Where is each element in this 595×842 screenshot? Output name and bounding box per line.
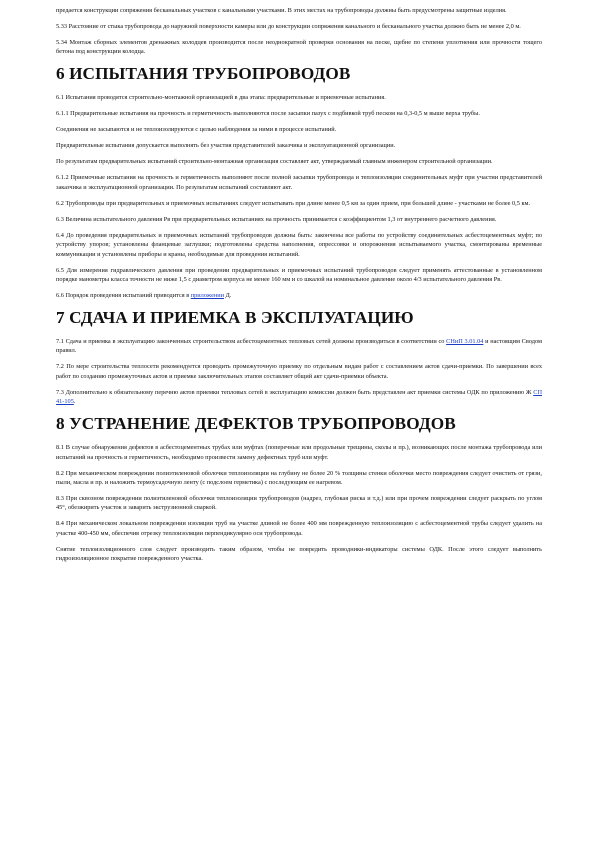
paragraph-7-1 [56, 337, 542, 356]
section-heading-6: 6 ИСПЫТАНИЯ ТРУБОПРОВОДОВ [56, 64, 351, 84]
paragraph-preliminary-results: По результатам предварительных испытаний строительно-монтажная организация составляет акт, утверждаемый главным инженером строительной организации. [56, 158, 493, 166]
section-heading-7: 7 СДАЧА И ПРИЕМКА В ЭКСПЛУАТАЦИЮ [56, 308, 414, 328]
paragraph-7-3-text: 7.3 Дополнительно к обязательному перечню актов приемки тепловых сетей в эксплуатацию комиссии должен быть представлен акт приемки системы ОДК по приложению Ж [56, 388, 534, 396]
paragraph-odk-note: Снятие теплоизоляционного слоя следует производить таким образом, чтобы не повредить проводники-индикаторы системы ОДК. После этого следует выполнить гидроизоляционное покрытие поврежденного участка. [56, 545, 542, 563]
appendix-d-link[interactable]: приложении [190, 292, 224, 300]
paragraph-joints-note: Соединения не засыпаются и не теплоизолируются с целью наблюдения за ними в процессе испытаний. [56, 126, 337, 134]
paragraph-7-1-text: 7.1 Сдача и приемка в эксплуатацию законченных строительством асбестоцементных тепловых сетей должны производиться в соответствии со [56, 338, 447, 346]
paragraph-7-3 [56, 388, 542, 407]
paragraph-5-33: 5.33 Расстояние от стыка трубопровода до наружной поверхности камеры или до конструкции сопряжения канального и бесканального участка должно быть не менее 2,0 м. [56, 23, 521, 30]
paragraph-6-2: 6.2 Трубопроводы при предварительных и приемочных испытаниях следует испытывать при длине менее 0,5 км за один прием, при большей длине - участками не более 0,5 км. [56, 199, 531, 207]
paragraph-6-5: 6.5 Для измерения гидравлического давления при проведении предварительных и приемочных испытаний трубопроводов следует применять аттестованные в установленном порядке манометры класса точности не ниже 1,5 с диаметром корпуса не менее 160 мм и со шкалой на номинальное давление около 4/3 испытательного давления Рв. [56, 266, 542, 284]
snip-link[interactable]: СНиП 3.01.04 [446, 338, 484, 346]
paragraph-8-3: 8.3 При сквозном повреждении полиэтиленовой оболочки теплоизоляции трубопроводов (надрез, глубокая риска и т.д.) или при прочем повреждении следует раскрыть по углом 45°, обезжирить участок и заварить экструзионной сваркой. [56, 495, 542, 512]
paragraph-6-4: 6.4 До проведения предварительных и приемочных испытаний трубопроводов должны быть: закончены все работы по устройству соединительных асбестоцементных муфт; по устройству упоров; установлены фланцевые заглушки; подготовлены средства наполнения, опрессовки и опорожнения испытываемого участка, смонтированы временные коммуникации и установлены приборы и краны, необходимые для проведения испытаний. [56, 231, 542, 258]
paragraph-8-1: 8.1 В случае обнаружения дефектов в асбестоцементных трубах или муфтах (поперечные или продольные трещины, сколы и пр.), возникающих после монтажа трубопровода или испытаний на прочность и герметичность, необходимо произвести замену дефектных труб или муфт. [56, 444, 542, 461]
sp-41-105-link[interactable]: СП 41-105 [56, 388, 542, 406]
paragraph-preliminary-tests: Предварительные испытания допускается выполнять без участия представителей заказчика и эксплуатационной организации. [56, 142, 396, 150]
section-heading-8: 8 УСТРАНЕНИЕ ДЕФЕКТОВ ТРУБОПРОВОДОВ [56, 414, 456, 434]
paragraph-8-2: 8.2 При механическом повреждении полиэтиленовой оболочки теплоизоляции на глубину не более 20 % толщины стенки оболочки место повреждения следует очистить от грязи, пыли, масла и пр. и наложить термоусадочную ленту (с подслоем герметика) с последующим ее нагревом. [56, 469, 542, 487]
paragraph-6-1: 6.1 Испытания проводятся строительно-монтажной организацией в два этапа: предварительные и приемочные испытания. [56, 94, 386, 102]
paragraph-6-1-2: 6.1.2 Приемочные испытания на прочность и герметичность выполняют после полной засыпки трубопровода и теплоизоляции соединительных муфт при участии представителей заказчика и эксплуатационной организации. По результатам испытаний составляют акт. [56, 174, 542, 191]
paragraph-6-6 [56, 291, 542, 300]
paragraph-6-3: 6.3 Величина испытательного давления Рв при предварительных испытаниях на прочность принимается с коэффициентом 1,3 от внутреннего расчетного давления. [56, 215, 497, 223]
document-page [56, 6, 542, 570]
paragraph-7-2: 7.2 По мере строительства теплосети рекомендуется проводить промежуточную приемку по отдельным видам работ с составлением актов сдачи-приемки. По завершении всех работ по созданию промежуточных актов и приемке заключительных этапов составляет общий акт сдачи-приемки объекта. [56, 363, 542, 380]
paragraph-6-6-tail: Д. [223, 292, 232, 300]
paragraph-5-34: 5.34 Монтаж сборных элементов дренажных колодцев производится после неоднократной проверки основания на песке, щебне по степени уплотнения или прочности тощего бетона под конструкции колодца. [56, 39, 542, 56]
paragraph-continuation: предается конструкции сопряжения бесканальных участков с канальными участками. В этих местах на трубопроводы должны быть предусмотрены защитные изделия. [56, 7, 507, 14]
paragraph-7-1-tail: и настоящим Сводом правил. [56, 338, 542, 355]
paragraph-8-4: 8.4 При механическом локальном повреждении изоляции труб на участке длиной не более 400 мм поврежденную теплоизоляцию с асбестоцементной трубы следует удалить на участке 400-450 мм, обеспечив отрезку теплоизоляции перпендикулярно оси трубопровода. [56, 520, 542, 537]
paragraph-6-6-text: 6.6 Порядок проведения испытаний приводится в [56, 292, 191, 300]
paragraph-6-1-1: 6.1.1 Предварительные испытания на прочность и герметичность выполняются после засыпки пазух с подбивкой труб песком на 0,3-0,5 м выше верха трубы. [56, 110, 480, 118]
paragraph-7-3-tail: . [73, 398, 76, 406]
